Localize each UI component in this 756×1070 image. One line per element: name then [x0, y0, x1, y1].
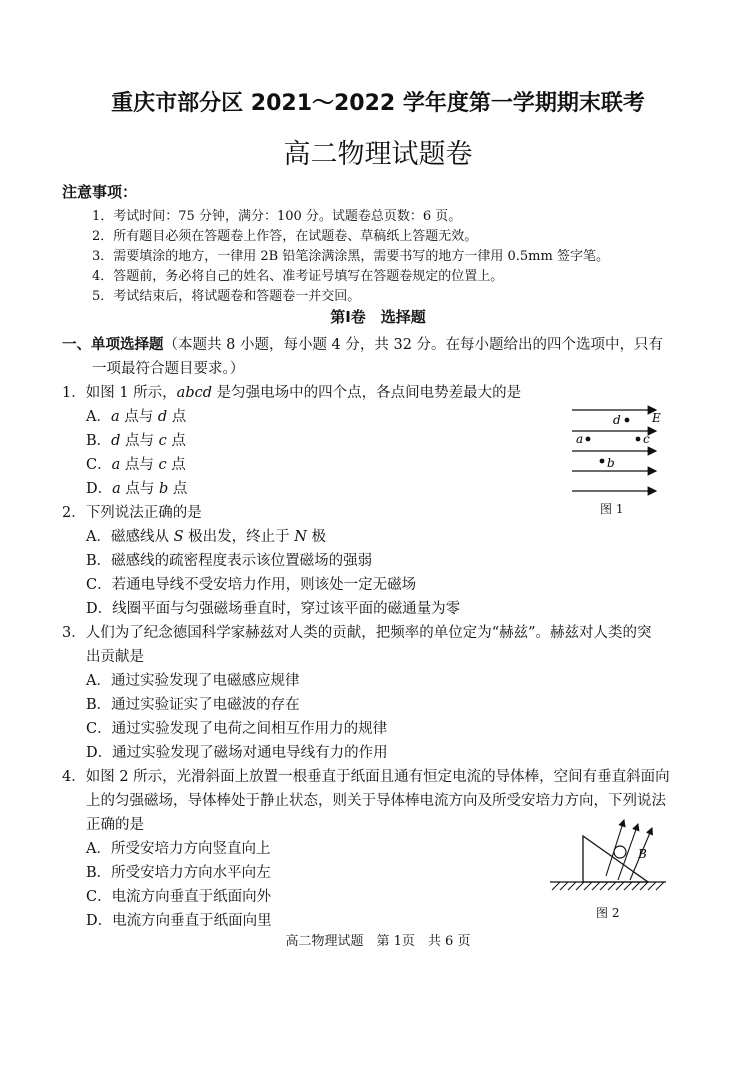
figure-2-incline: [548, 810, 670, 900]
label-b: b: [607, 456, 615, 470]
q4-option-c: C．电流方向垂直于纸面向外: [86, 889, 272, 905]
notice-item: 4．答题前，务必将自己的姓名、准考证号填写在答题卷规定的位置上。: [92, 269, 504, 284]
q1-option-b: [86, 429, 186, 450]
point-b: [600, 459, 605, 464]
point-c: [636, 437, 641, 442]
volume-title: 第Ⅰ卷 选择题: [330, 308, 426, 326]
option-suffix: 点: [166, 457, 186, 473]
exam-title: 重庆市部分区 2021～2022 学年度第一学期期末联考: [111, 91, 645, 116]
section-heading: [62, 333, 663, 354]
point-a: [586, 437, 591, 442]
notice-item: 5．考试结束后，将试题卷和答题卷一并交回。: [92, 289, 361, 304]
q3-option-a: A．通过实验发现了电磁感应规律: [86, 673, 300, 689]
option-text: 极: [306, 529, 327, 545]
option-suffix: 点: [166, 433, 186, 449]
option-var: d: [157, 409, 168, 425]
q4-option-d: D．电流方向垂直于纸面向里: [86, 913, 272, 929]
option-var: b: [159, 481, 169, 497]
option-var: c: [158, 457, 167, 473]
option-mid: 点与: [119, 409, 158, 425]
q1-stem-pre: 1．如图 1 所示，: [62, 385, 177, 401]
option-var: S: [173, 529, 184, 545]
option-var: a: [110, 409, 120, 425]
option-var: d: [111, 433, 121, 449]
q4-stem: 4．如图 2 所示，光滑斜面上放置一根垂直于纸面且通有恒定电流的导体棒，空间有垂直斜面向: [62, 769, 670, 785]
option-var: a: [111, 457, 121, 473]
option-var: a: [112, 481, 121, 497]
option-prefix: B．: [86, 433, 112, 449]
option-mid: 点与: [120, 433, 159, 449]
figure-1-electric-field: [570, 398, 670, 502]
q4-option-a: A．所受安培力方向竖直向上: [86, 841, 271, 857]
q3-option-b: B．通过实验证实了电磁波的存在: [86, 697, 300, 713]
q3-option-c: C．通过实验发现了电荷之间相互作用力的规律: [86, 721, 388, 737]
option-mid: 点与: [120, 457, 159, 473]
section-desc: （本题共 8 小题，每小题 4 分，共 32 分。在每小题给出的四个选项中，只有: [163, 337, 664, 353]
q4-option-b: B．所受安培力方向水平向左: [86, 865, 271, 881]
option-var: N: [294, 529, 307, 545]
q2-option-b: B．磁感线的疏密程度表示该位置磁场的强弱: [86, 553, 373, 569]
q1-stem-var: abcd: [176, 385, 213, 401]
figure-2-caption: 图 2: [596, 906, 620, 920]
option-prefix: C．: [86, 457, 112, 473]
q2-stem: 2．下列说法正确的是: [62, 505, 202, 521]
q1-option-c: [86, 453, 186, 474]
q3-stem-cont: 出贡献是: [86, 649, 144, 665]
q1-option-a: [86, 405, 186, 426]
section-label: 一、单项选择题: [62, 337, 164, 353]
option-suffix: 点: [167, 409, 187, 425]
label-a: a: [576, 432, 584, 446]
figure-1-caption: 图 1: [600, 502, 624, 516]
label-B: B: [638, 847, 647, 861]
conductor-rod: [614, 846, 626, 858]
option-prefix: D．: [86, 481, 113, 497]
option-prefix: A．: [86, 409, 111, 425]
label-d: d: [613, 413, 621, 427]
q3-option-d: D．通过实验发现了磁场对通电导线有力的作用: [86, 745, 388, 761]
option-var: c: [158, 433, 167, 449]
notice-item: 1．考试时间：75 分钟，满分：100 分。试题卷总页数：6 页。: [92, 209, 462, 224]
option-suffix: 点: [168, 481, 188, 497]
q2-option-c: C．若通电导线不受安培力作用，则该处一定无磁场: [86, 577, 417, 593]
exam-subtitle: 高二物理试题卷: [283, 139, 473, 170]
q4-stem-cont: 上的匀强磁场，导体棒处于静止状态，则关于导体棒电流方向及所受安培力方向，下列说法: [86, 793, 666, 809]
q2-option-a: [86, 525, 326, 546]
q4-stem-cont: 正确的是: [86, 817, 144, 833]
q1-stem: [62, 381, 521, 402]
label-E: E: [652, 411, 661, 425]
q1-option-d: [86, 477, 187, 498]
q3-stem: 3．人们为了纪念德国科学家赫兹对人类的贡献，把频率的单位定为“赫兹”。赫兹对人类的突: [62, 625, 652, 641]
notice-heading: 注意事项：: [62, 183, 138, 201]
label-c: c: [643, 432, 650, 446]
section-desc-cont: 一项最符合题目要求。）: [92, 361, 245, 377]
notice-item: 2．所有题目必须在答题卷上作答，在试题卷、草稿纸上答题无效。: [92, 229, 478, 244]
point-d: [625, 418, 630, 423]
option-text: A．磁感线从: [86, 529, 174, 545]
q2-option-d: D．线圈平面与匀强磁场垂直时，穿过该平面的磁通量为零: [86, 601, 461, 617]
notice-item: 3．需要填涂的地方，一律用 2B 铅笔涂满涂黑，需要书写的地方一律用 0.5mm 签字笔。: [92, 249, 609, 264]
ground-hatch: [552, 882, 664, 890]
option-mid: 点与: [120, 481, 160, 497]
option-text: 极出发，终止于: [183, 529, 295, 545]
page-footer: 高二物理试题 第 1页 共 6 页: [285, 934, 471, 949]
q1-stem-post: 是匀强电场中的四个点，各点间电势差最大的是: [212, 385, 522, 401]
